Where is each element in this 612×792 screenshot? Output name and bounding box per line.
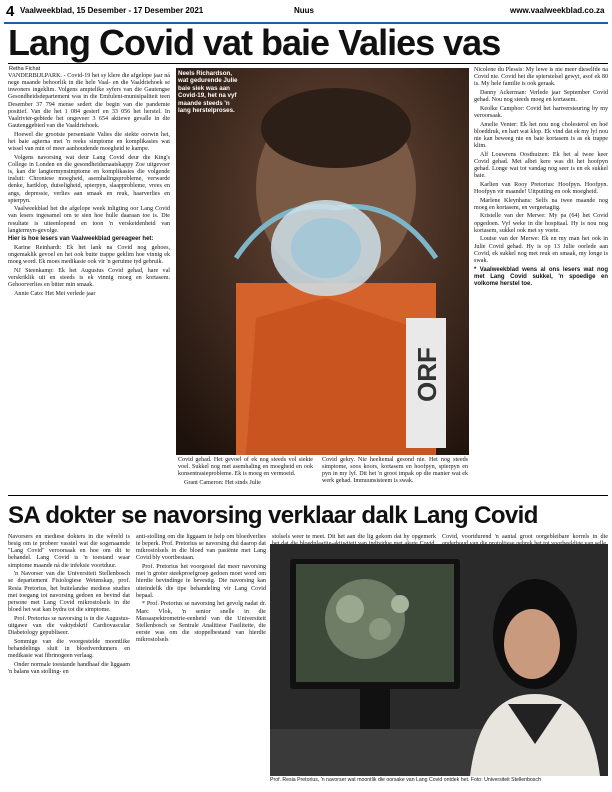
article2-column4: Covid, voortdurend 'n aantal groot oorgebleibare korrels in die [442, 534, 608, 540]
article1-column3: Nicolene du Plessis: My lewe is nie meer dieselfde na Covid nie. Covid het die spierstelsel gewyt, asof ek 80 is. My hele familie is ook geraak. Danny Ackerman: Verlede jaar September Covid gehad. Nou nog steeds moeg en kortasem. Keolke Camphor: Covid het hartversteuring by my veroorsaak. Amelie Venter: Ek het nou nog cholesterol en hoë bloeddruk, en hart wat klop. Ek vind dat ek my lyf nou nie kan beweeg nie en baie kortasem is as ek trappe klim. Alf Louwrens Oosthuizen: Ek het al twee keer Covid gehad. Met albei kere was dit het hoofpyn gehad. Longe wat tot vandag nog seer is en ek sukkel baie. Karlien van Rooy Pretorius: Hoofpyn. Hoofpyn. Hoofpyn vir maande! Uitputting en ook moegheid. Marlene Kleynhans: Selfs na twee maande nog moeg en kortasem, en vergeetagtig. Kristelle van der Merwe: My pa (64) het Covid opgedoen. Vyf weke in die hospitaal. Hy is nou nog kortasem, sukkel ook met sy voete. Louise van der Merwe: Ek en my man het ook in Julie Covid gehad. Hy is op 13 Julie oorlede aan Covid, ek sukkel nog met reuk en smaak, my longe is swak. * Vaalweekblad wens al ons lesers wat nog met Lang Covid sukkel, 'n spoedige en volkome herstel toe. [474, 67, 608, 287]
photo-patient [176, 68, 469, 455]
website: www.vaalweekblad.co.za [510, 6, 605, 15]
byline: Retha Fichat [9, 66, 41, 72]
photo-caption-researcher: Prof. Resia Pretorius, 'n navorser wat moontlik die oorsake van Lang Covid ontdek het. Foto: Universiteit Stellenbosch [270, 777, 541, 783]
divider [8, 63, 608, 64]
headline-article1: Lang Covid vat baie Valies vas [8, 22, 501, 63]
section-name: Nuus [294, 6, 314, 15]
paper-date: Vaalweekblad, 15 Desember - 17 Desember 2021 [20, 6, 204, 15]
photo-caption-patient: Neels Richardson, wat gedurende Julie baie siek was aan Covid-19, het na vyf maande steeds 'n lang herstelproses. [178, 70, 238, 115]
article2-column1: Navorsers en mediese dokters in die wêreld is besig om te probeer vasstel wat die sogenaamde "Lang Covid" veroorsaak en hoe om dit te behandel. Lang Covid is 'n toestand waar simptome maande ná die infeksie voortduur. 'n Navorser van die Universiteit Stellenbosch se departement Fisiologiese Wetenskap, prof. Resia Pretorius, het buitelandse mediese studies met toegang tot navorsing gedoen en bevind dat persone met Lang Covid mikrostolsels in die bloed het wat kan bydra tot die simptome. Prof. Pretorius se navorsing is in die Augustus-uitgawe van die vaktydskrif Cardiovascular Diabetology gepubliseer. Sommige van die voorgestelde moontlike behandelings sluit in bloedverdunners en medikasie wat fibrinogeen verlaag. Onder normale toestande handhaaf die liggaam 'n balans van stolling- en [8, 534, 130, 675]
svg-text:ORF: ORF [412, 347, 442, 402]
article1-column1: VANDERBIJLPARK. - Covid-19 het sy klere die afgelope jaar ná nege maande behoorlik in die hele Vaal- en die Vaaldriehoek se inwoners ingeklim. Volgens amptelike syfers van die Gautengse Gesondheidsdepartement was in die Emfuleni-munisipaliteit teen Desember 37 794 mense sedert die begin van die pandemie positief. Van die het 1 084 gesterf en 33 056 het herstel. In Vaalrivier-gebiede het ongeveer 3 654 aktiewe gevalle in die Gautenggebied van die Vaaldriehoek. Hoewel die grootste persentasie Valies die siekte oorwin het, het baie agterna met 'n reeks simptome en komplikasies wat wissel van min of meer aanhoudende moegheid te kampe. Volgens navorsing wat deur Lang Covid deur die King's College in Londen en die gesondheidsmaatskappy Zoe uitgevoer is, kan die langtermynsimptome en komplikasies die volgende insluit: Chroniese moegheid, asemhalingsprobleme, verwarde denke, hartklop, duiseligheid, spierpyn, slaapprobleme, vrees en angs, depressie, verlies aan smaak en reuk, haarverlies en spierpyn. Vaalweekblad het die afgelope week inligting oor Lang Covid van lesers ingesamel om te sien hoe hulle daaraan toe is. Die resultate is uiteenlopend en toon 'n verskeidenheid van langtermyn-gevolge. Hier is hoe lesers van Vaalweekblad gereageer het: Karine Reinhardt: Ek het lank na Covid nog gehoes, ongemaklik gevoel en het ook buite trappe geklim hoe vinnig ek moeg word. Ek moes medikasie ook vir 'n geruime tyd gebruik. NJ Steenkamp: Ek het Augustus Covid gehad, hare val verskriklik uit en steeds is ek vinnig moeg en kortasem. Gehoorverlies en bitter min smaak. Annie Cato: Het Mei verlede jaar [8, 73, 170, 298]
photo-researcher [270, 544, 608, 776]
page-number: 4 [6, 3, 15, 20]
article1-column2b: Covid gekry. Nie heeltemal gesond nie. Het nog steeds simptome, soos koors, kortasem en hoofpyn, spierpyn en pyn in my lyf. Dit het 'n groot impak op die manier wat ek werk gehad. Immuunsisteem is swak. [322, 457, 468, 485]
article2-column3: stolsels weer te meet. Dit het aan die lig gekom dat hy opgemerk [272, 534, 436, 540]
article2-column2: anti-stolling om die liggaam te help om bloedverlies te beperk. Prof. Pretorius se navorsing dui daarop dat mikrostolsels in die bloed van pasiënte met Lang Covid bly voortbestaan. Prof. Pretorius het voorgestel dat meer navorsing met 'n groter steekproefgroep gedoen moet word om hierdie bevindinge te bevestig. Die navorsing kan uiteindelik die tipe behandeling vir Lang Covid bepaal. * Prof. Pretorius se navorsing het gevolg nadat dr. Marc Vlok, 'n senior snelle in die Massaspektrometrie-eenheid van die Universiteit Stellenbosch se Sentrale Analitiese Fasiliteite, die eerste was om die stoppelbestand van hierdie mikrostolsels [136, 534, 266, 644]
article1-column2a: Covid gehad. Het gevoel of ek nog steeds vol siekte voel. Sukkel nog met asemhaling en moegheid en ook konsentrasieprobleme. Ek is moeg en vermoeid. Grant Cameron: Het sinds Julie [178, 457, 313, 486]
headline-article2: SA dokter se navorsing verklaar dalk Lang Covid [8, 502, 538, 529]
divider [8, 495, 608, 496]
